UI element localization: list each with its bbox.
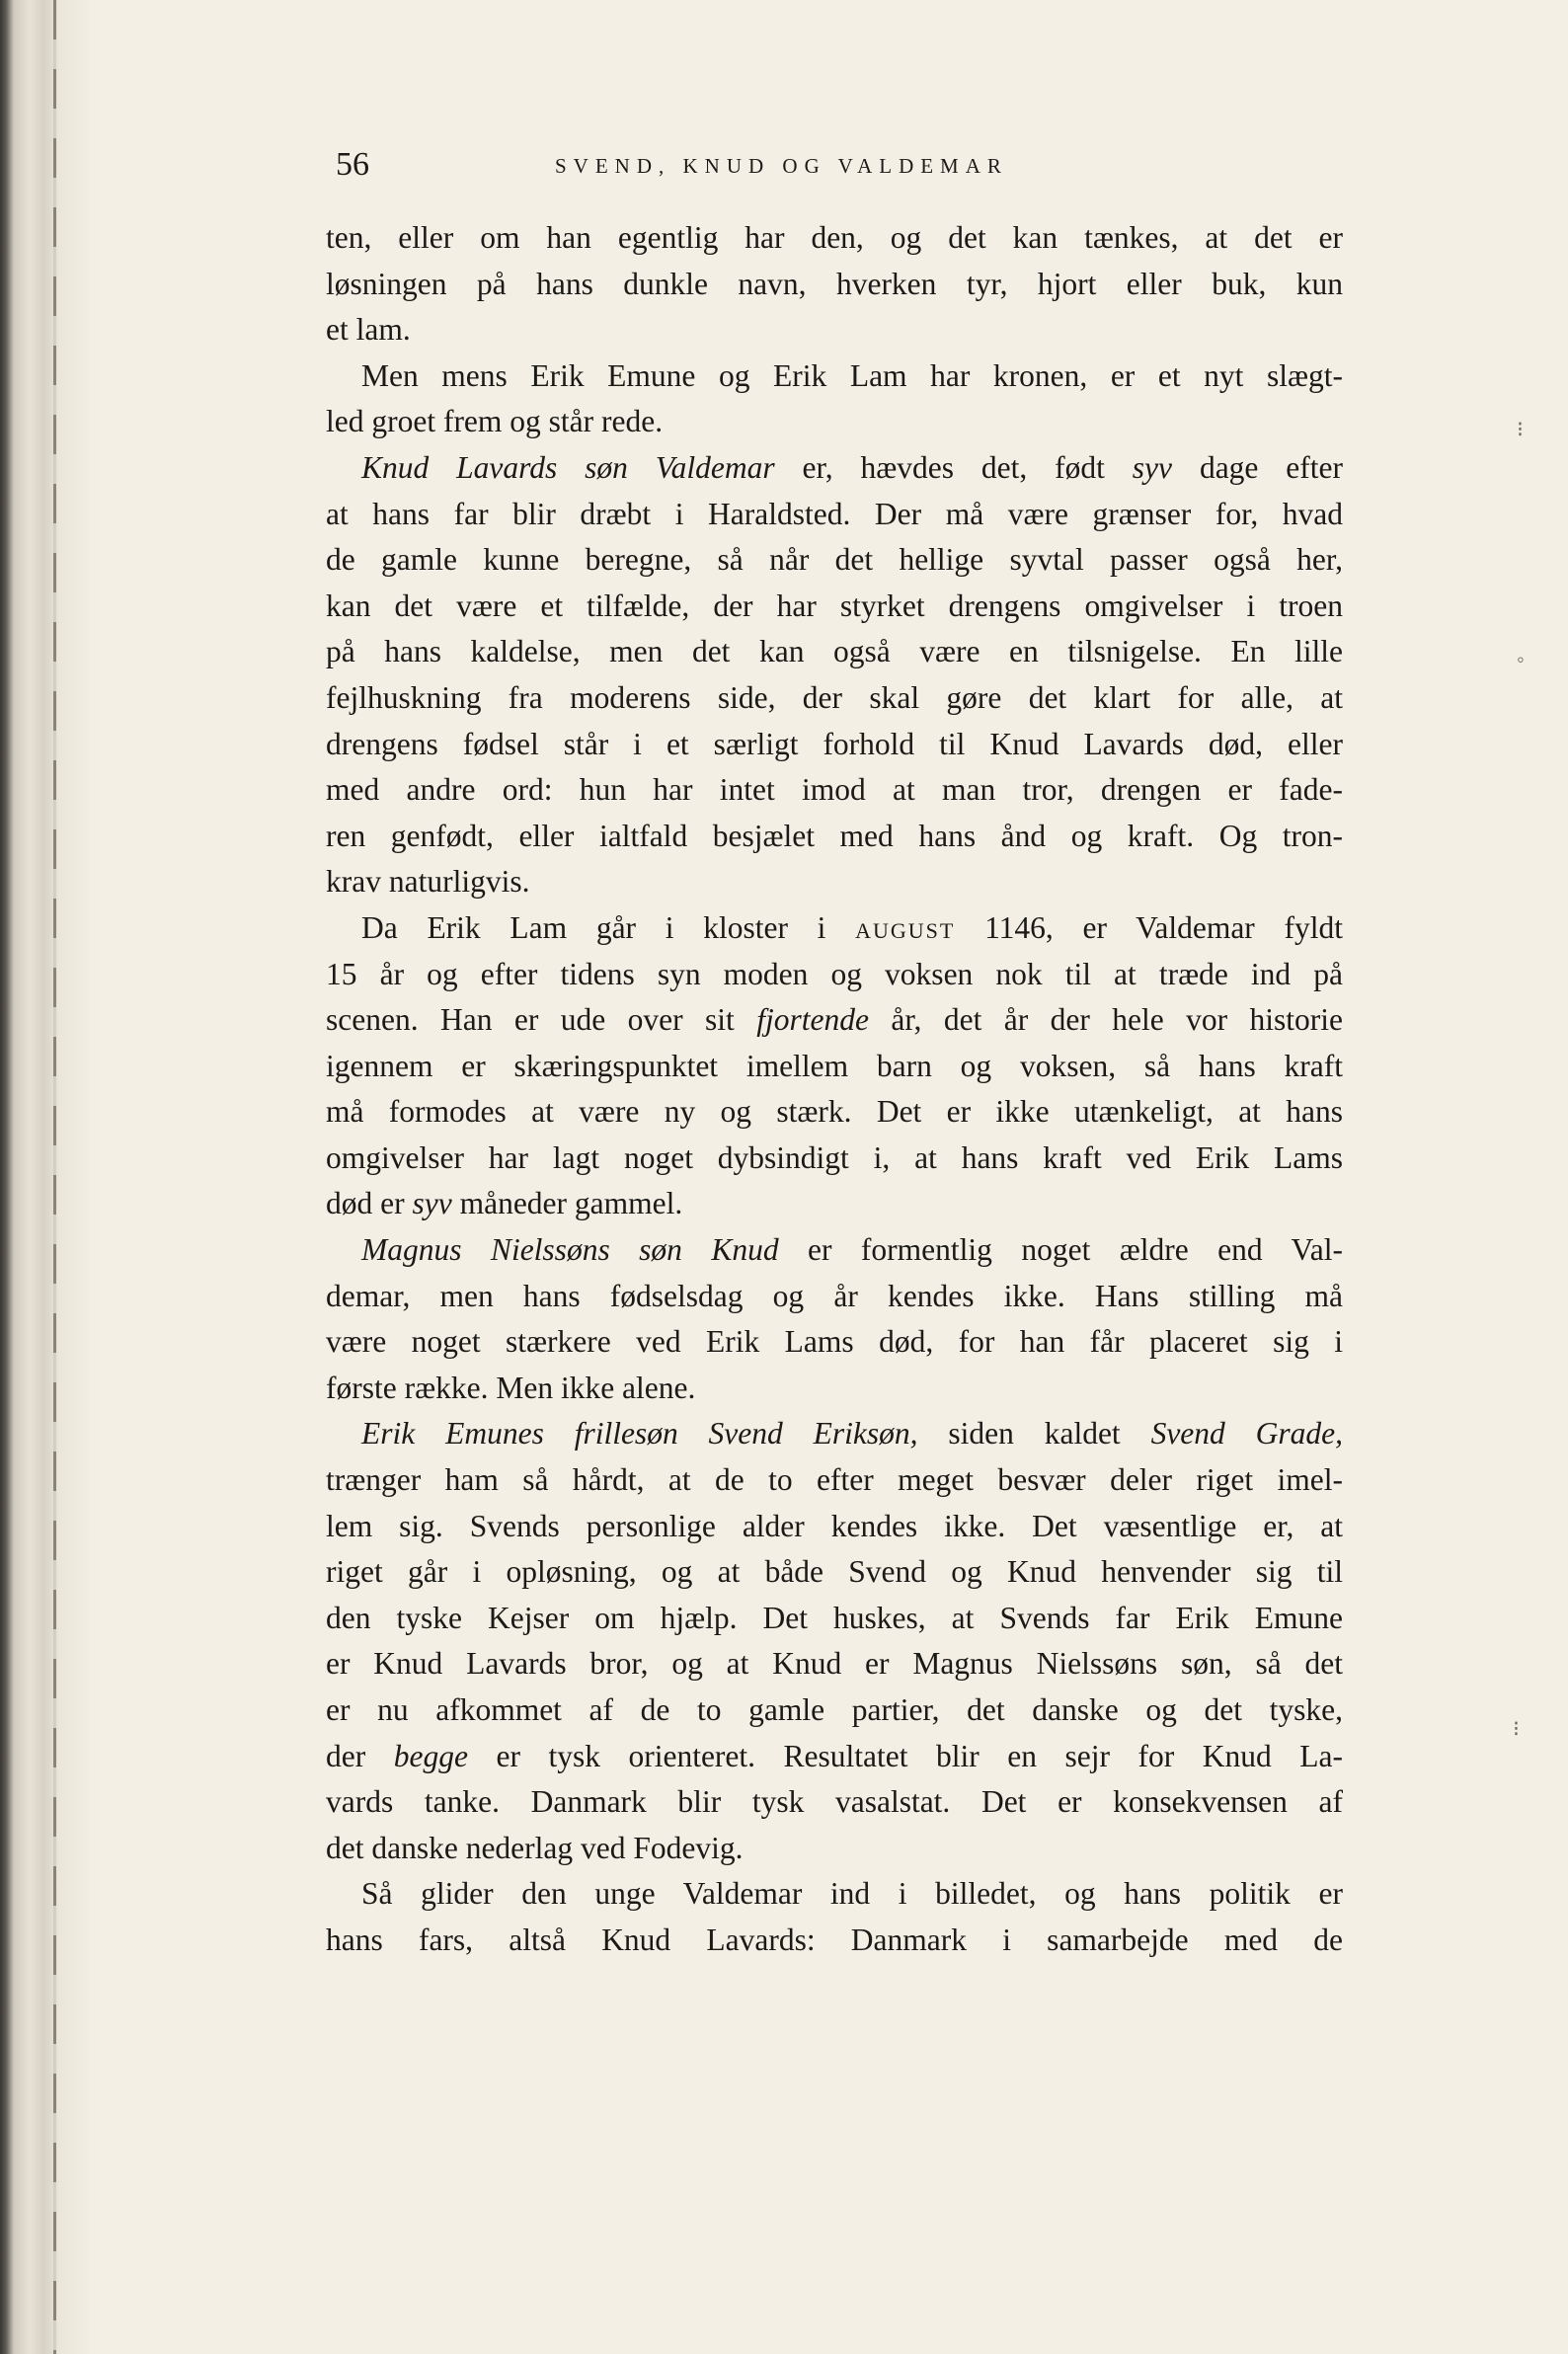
text-line: der begge er tysk orienteret. Resultatet blir en sejr for Knud La- [326,1738,1343,1773]
text-line: 15 år og efter tidens syn moden og voksen nok til at træde ind på [326,956,1343,991]
margin-mark: ⁝ [1517,417,1524,441]
book-binding-edge [0,0,89,2354]
text-line: fejlhuskning fra moderens side, der skal gøre det klart for alle, at [326,679,1343,715]
text-line: omgivelser har lagt noget dybsindigt i, at hans kraft ved Erik Lams [326,1139,1343,1175]
page-number: 56 [336,146,369,183]
page-header [336,146,1343,196]
text-line: Erik Emunes frillesøn Svend Eriksøn, siden kaldet Svend Grade, [361,1416,1343,1452]
text-line: demar, men hans fødselsdag og år kendes ikke. Hans stilling må [326,1278,1343,1313]
text-line: død er syv måneder gammel. [326,1186,683,1221]
text-line: på hans kaldelse, men det kan også være en tilsnigelse. En lille [326,634,1343,669]
text-line: scenen. Han er ude over sit fjortende år, det år der hele vor historie [326,1002,1343,1038]
text-line: vards tanke. Danmark blir tysk vasalstat. Det er konsekvensen af [326,1784,1343,1820]
text-line: riget går i opløsning, og at både Svend og Knud henvender sig til [326,1554,1343,1590]
text-line: den tyske Kejser om hjælp. Det huskes, at Svends far Erik Emune [326,1600,1343,1635]
text-line: Så glider den unge Valdemar ind i billedet, og hans politik er [361,1876,1343,1912]
margin-mark: ⁝ [1513,1716,1520,1741]
body-text [326,215,1343,1964]
text-line: kan det være et tilfælde, der har styrket drengens omgivelser i troen [326,588,1343,623]
text-line: er nu afkommet af de to gamle partier, det danske og det tyske, [326,1692,1343,1727]
text-line: et lam. [326,312,411,348]
text-line: de gamle kunne beregne, så når det hellige syvtal passer også her, [326,542,1343,578]
text-line: må formodes at være ny og stærk. Det er ikke utænkeligt, at hans [326,1094,1343,1130]
running-head: SVEND, KNUD OG VALDEMAR [555,154,1008,178]
text-line: er Knud Lavards bror, og at Knud er Magnus Nielssøns søn, så det [326,1646,1343,1682]
margin-mark: ◦ [1517,647,1525,671]
text-line: Men mens Erik Emune og Erik Lam har kronen, er et nyt slægt- [361,357,1343,393]
text-line: være noget stærkere ved Erik Lams død, for han får placeret sig i [326,1324,1343,1360]
text-line: med andre ord: hun har intet imod at man tror, drengen er fade- [326,772,1343,808]
text-line: led groet frem og står rede. [326,404,664,439]
text-line: at hans far blir dræbt i Haraldsted. Der må være grænser for, hvad [326,496,1343,531]
text-line: krav naturligvis. [326,864,530,900]
text-line: hans fars, altså Knud Lavards: Danmark i samarbejde med de [326,1922,1343,1957]
text-line: første række. Men ikke alene. [326,1370,696,1405]
text-line: ten, eller om han egentlig har den, og det kan tænkes, at det er [326,220,1343,255]
text-line: lem sig. Svends personlige alder kendes ikke. Det væsentlige er, at [326,1508,1343,1543]
text-line: det danske nederlag ved Fodevig. [326,1830,744,1865]
text-line: Da Erik Lam går i kloster i AUGUST 1146, er Valdemar fyldt [361,909,1343,945]
text-line: Magnus Nielssøns søn Knud er formentlig noget ældre end Val- [361,1232,1343,1268]
text-line: trænger ham så hårdt, at de to efter meget besvær deler riget imel- [326,1462,1343,1498]
text-line: drengens fødsel står i et særligt forhold til Knud Lavards død, eller [326,726,1343,761]
text-line: igennem er skæringspunktet imellem barn og voksen, så hans kraft [326,1048,1343,1083]
text-line: Knud Lavards søn Valdemar er, hævdes det, født syv dage efter [361,449,1343,485]
text-line: løsningen på hans dunkle navn, hverken tyr, hjort eller buk, kun [326,266,1343,301]
text-line: ren genfødt, eller ialtfald besjælet med hans ånd og kraft. Og tron- [326,818,1343,853]
